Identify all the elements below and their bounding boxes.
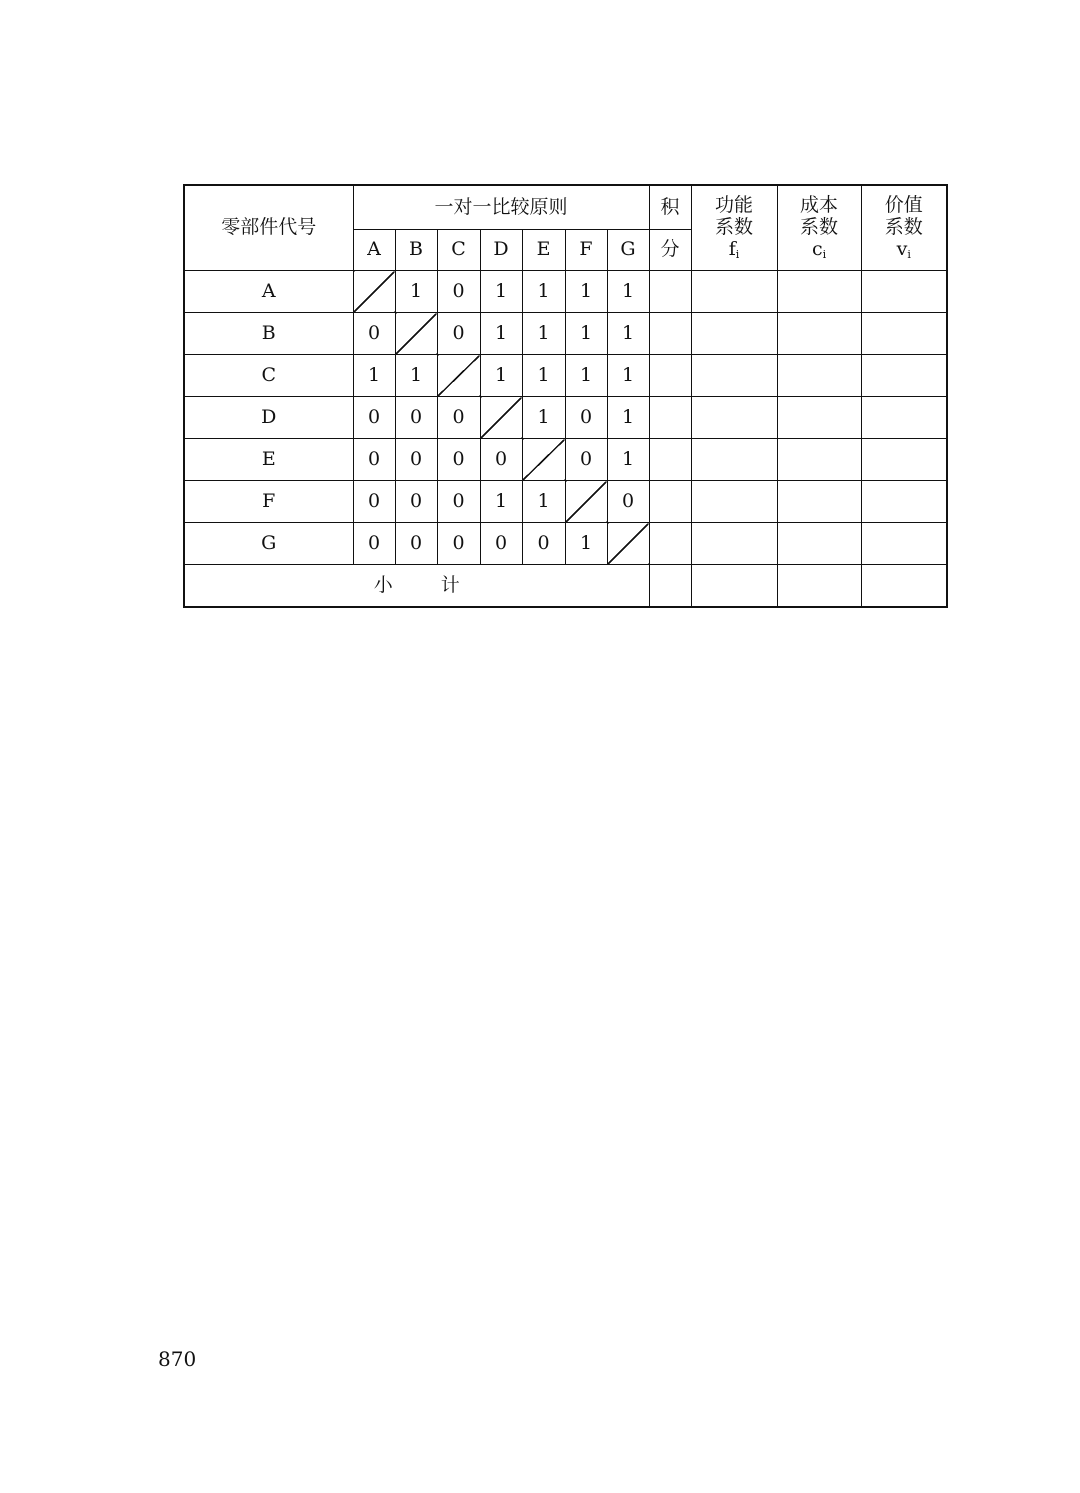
- comparison-cell: 0: [353, 481, 395, 523]
- score-cell: [649, 481, 691, 523]
- score-header-bottom: 分: [649, 230, 691, 271]
- score-cell: [649, 439, 691, 481]
- comparison-cell: 1: [522, 313, 565, 355]
- cost-coef-symbol: [778, 239, 861, 262]
- value-coef-header: [861, 185, 947, 271]
- comparison-cell: 1: [522, 271, 565, 313]
- diagonal-cell: [607, 523, 649, 565]
- cost-coef-cell: [777, 439, 861, 481]
- score-cell: [649, 355, 691, 397]
- cost-coef-header: [777, 185, 861, 271]
- value-coef-symbol: [862, 239, 947, 262]
- function-coef-line1: 功能: [715, 193, 754, 216]
- comparison-cell: 0: [607, 481, 649, 523]
- comparison-cell: 0: [565, 397, 607, 439]
- comparison-cell: 1: [607, 397, 649, 439]
- diagonal-cell: [565, 481, 607, 523]
- comparison-cell: 0: [395, 397, 437, 439]
- subtotal-label: [184, 565, 649, 608]
- table-row: [184, 271, 947, 313]
- score-cell: [649, 523, 691, 565]
- subtotal-label-right: 计: [440, 573, 460, 596]
- column-header-e: E: [522, 230, 565, 271]
- function-coef-cell: [691, 439, 777, 481]
- comparison-cell: 1: [522, 397, 565, 439]
- function-coef-cell: [691, 271, 777, 313]
- row-label: B: [184, 313, 353, 355]
- diagonal-cell: [353, 271, 395, 313]
- comparison-cell: 1: [607, 439, 649, 481]
- value-coef-cell: [861, 397, 947, 439]
- value-coef-cell: [861, 271, 947, 313]
- function-coef-cell: [691, 523, 777, 565]
- comparison-cell: 1: [607, 355, 649, 397]
- comparison-cell: 1: [565, 271, 607, 313]
- table-row: [184, 313, 947, 355]
- comparison-cell: 1: [565, 355, 607, 397]
- comparison-cell: 0: [353, 523, 395, 565]
- cost-coef-cell: [777, 523, 861, 565]
- page-number: 870: [158, 1347, 197, 1371]
- cost-coef-subscript: i: [822, 247, 827, 261]
- subtotal-value-cell: [861, 565, 947, 608]
- function-coef-cell: [691, 355, 777, 397]
- value-coef-cell: [861, 313, 947, 355]
- subtotal-label-left: 小: [373, 573, 393, 596]
- function-coef-cell: [691, 481, 777, 523]
- function-coef-line2: 系数: [715, 215, 754, 238]
- diagonal-cell: [437, 355, 480, 397]
- cost-coef-cell: [777, 313, 861, 355]
- comparison-cell: 0: [480, 523, 522, 565]
- comparison-cell: 1: [480, 481, 522, 523]
- comparison-matrix-table: [183, 184, 948, 608]
- comparison-cell: 0: [353, 313, 395, 355]
- function-coef-letter: f: [728, 237, 736, 260]
- subtotal-score-cell: [649, 565, 691, 608]
- cost-coef-letter: c: [811, 237, 823, 260]
- cost-coef-cell: [777, 355, 861, 397]
- function-coef-subscript: i: [735, 247, 740, 261]
- comparison-cell: 0: [395, 523, 437, 565]
- comparison-cell: 1: [395, 271, 437, 313]
- value-coef-line1: 价值: [884, 193, 923, 216]
- comparison-cell: 1: [480, 313, 522, 355]
- comparison-cell: 1: [607, 271, 649, 313]
- column-header-d: D: [480, 230, 522, 271]
- value-coef-line2: 系数: [884, 215, 923, 238]
- row-label: G: [184, 523, 353, 565]
- comparison-cell: 1: [353, 355, 395, 397]
- comparison-cell: 0: [522, 523, 565, 565]
- table-row: [184, 481, 947, 523]
- comparison-cell: 0: [437, 313, 480, 355]
- diagonal-cell: [522, 439, 565, 481]
- score-cell: [649, 313, 691, 355]
- function-coef-cell: [691, 397, 777, 439]
- comparison-cell: 1: [607, 313, 649, 355]
- column-header-f: F: [565, 230, 607, 271]
- comparison-cell: 0: [353, 439, 395, 481]
- cost-coef-cell: [777, 271, 861, 313]
- value-coef-subscript: i: [907, 247, 911, 261]
- comparison-cell: 0: [437, 439, 480, 481]
- function-coef-cell: [691, 313, 777, 355]
- table-row: [184, 439, 947, 481]
- score-header-top: 积: [649, 185, 691, 230]
- subtotal-cost-cell: [777, 565, 861, 608]
- diagonal-cell: [395, 313, 437, 355]
- value-coef-letter: v: [896, 237, 908, 260]
- comparison-cell: 1: [522, 481, 565, 523]
- comparison-cell: 0: [437, 271, 480, 313]
- subtotal-function-cell: [691, 565, 777, 608]
- column-header-a: A: [353, 230, 395, 271]
- comparison-cell: 0: [395, 439, 437, 481]
- comparison-header: 一对一比较原则: [353, 185, 649, 230]
- comparison-cell: 1: [522, 355, 565, 397]
- comparison-cell: 0: [395, 481, 437, 523]
- part-code-header: 零部件代号: [184, 185, 353, 271]
- header-row-top: [184, 185, 947, 230]
- score-cell: [649, 271, 691, 313]
- value-coef-cell: [861, 439, 947, 481]
- comparison-cell: 1: [565, 523, 607, 565]
- function-coef-symbol: [692, 239, 777, 262]
- comparison-cell: 1: [395, 355, 437, 397]
- value-coef-cell: [861, 481, 947, 523]
- comparison-cell: 1: [480, 355, 522, 397]
- comparison-cell: 1: [565, 313, 607, 355]
- comparison-cell: 0: [437, 523, 480, 565]
- comparison-cell: 0: [437, 481, 480, 523]
- row-label: A: [184, 271, 353, 313]
- subtotal-row: [184, 565, 947, 608]
- row-label: E: [184, 439, 353, 481]
- comparison-cell: 0: [353, 397, 395, 439]
- score-cell: [649, 397, 691, 439]
- comparison-cell: 0: [480, 439, 522, 481]
- row-label: F: [184, 481, 353, 523]
- column-header-g: G: [607, 230, 649, 271]
- comparison-cell: 0: [437, 397, 480, 439]
- cost-coef-cell: [777, 397, 861, 439]
- diagonal-cell: [480, 397, 522, 439]
- row-label: D: [184, 397, 353, 439]
- comparison-cell: 0: [565, 439, 607, 481]
- table-row: [184, 523, 947, 565]
- column-header-c: C: [437, 230, 480, 271]
- cost-coef-line2: 系数: [800, 215, 839, 238]
- function-coef-header: [691, 185, 777, 271]
- value-coef-cell: [861, 523, 947, 565]
- comparison-cell: 1: [480, 271, 522, 313]
- table-row: [184, 355, 947, 397]
- table-row: [184, 397, 947, 439]
- row-label: C: [184, 355, 353, 397]
- cost-coef-line1: 成本: [800, 193, 839, 216]
- value-coef-cell: [861, 355, 947, 397]
- column-header-b: B: [395, 230, 437, 271]
- cost-coef-cell: [777, 481, 861, 523]
